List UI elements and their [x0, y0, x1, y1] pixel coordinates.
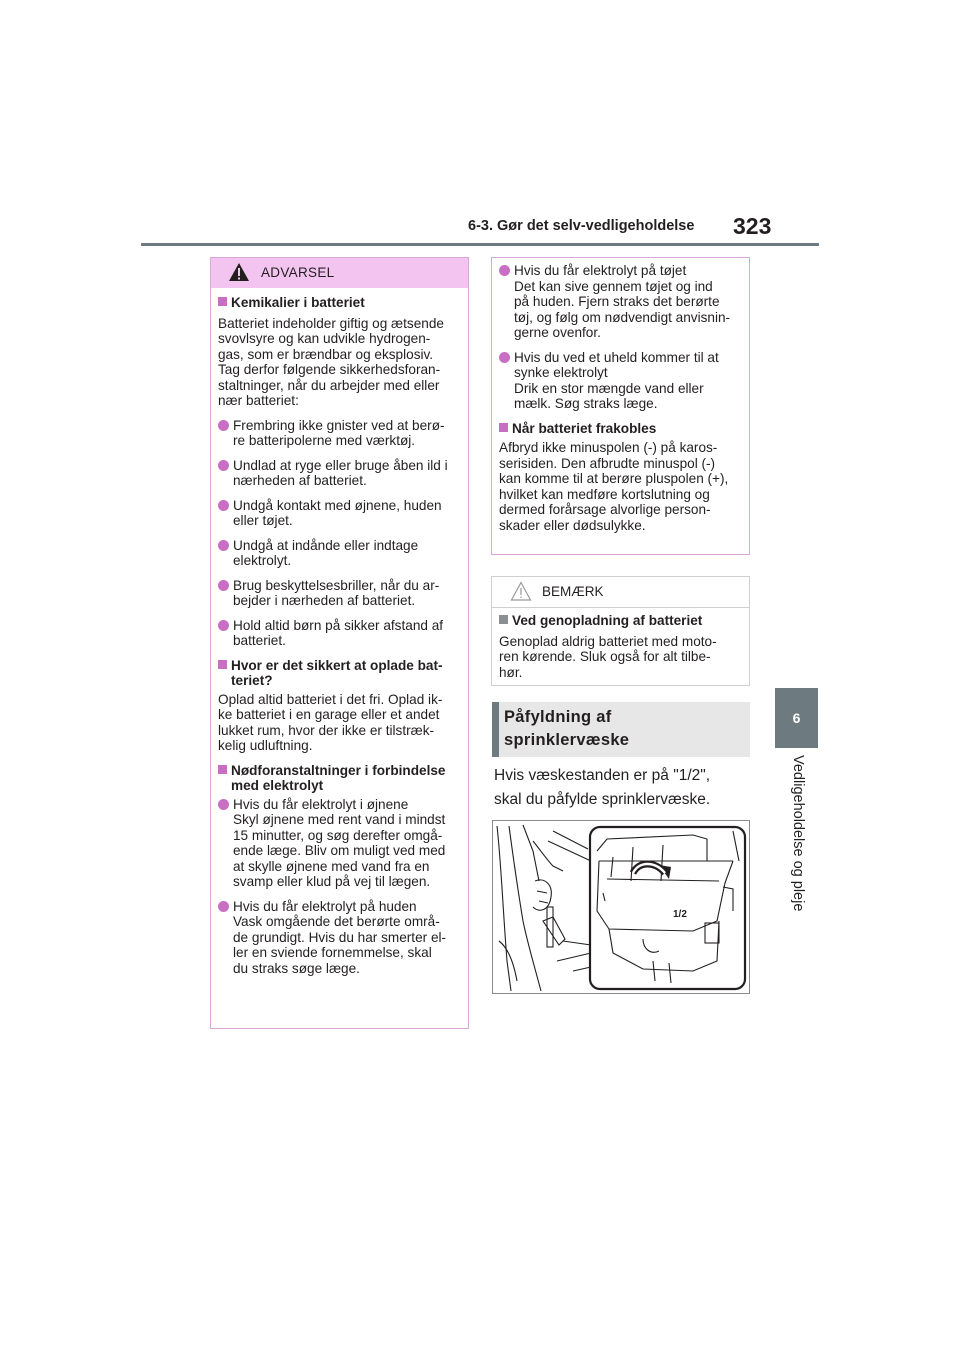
bullet-icon: [218, 540, 229, 551]
warning-box: [210, 257, 469, 1029]
list-item: Hvis du får elektrolyt på tøjet Det kan sive gennem tøjet og ind på huden. Fjern straks det berørte tøj, og følg om nødvendigt anvisnin- gerne ovenfor.: [499, 263, 743, 341]
note-box: [491, 576, 750, 686]
bullet-icon: [218, 420, 229, 431]
note-header: [492, 577, 749, 608]
bullet-icon: [218, 799, 229, 810]
warning-paragraph: Oplad altid batteriet i det fri. Oplad ik- ke batteriet i en garage eller et andet lukket rum, hvor der ikke er tilstræk- kelig udluftning.: [218, 691, 443, 753]
caution-icon: [510, 581, 532, 606]
square-bullet-icon: [218, 297, 227, 306]
square-bullet-icon: [218, 765, 227, 774]
list-item: Undgå kontakt med øjnene, huden eller tøjet.: [218, 498, 462, 529]
warning-icon: [228, 262, 250, 287]
square-bullet-icon: [499, 615, 508, 624]
warning-heading: Hvor er det sikkert at oplade bat- teriet?: [218, 658, 462, 689]
list-item: Undgå at indånde eller indtage elektrolyt.: [218, 538, 462, 569]
square-bullet-icon: [499, 423, 508, 432]
bullet-icon: [218, 620, 229, 631]
list-item: Hvis du får elektrolyt i øjnene Skyl øjnene med rent vand i mindst 15 minutter, og søg derefter omgå- ende læge. Bliv om muligt ved med at skylle øjnene med vand fra en svamp eller klud på vej til lægen.: [218, 797, 462, 890]
bullet-icon: [218, 460, 229, 471]
warning-heading: Når batteriet frakobles: [499, 421, 743, 437]
bullet-icon: [218, 500, 229, 511]
list-item: Hold altid børn på sikker afstand af batteriet.: [218, 618, 462, 649]
warning-label: ADVARSEL: [261, 265, 335, 280]
note-paragraph: Genoplad aldrig batteriet med moto- ren kørende. Sluk også for alt tilbe- hør.: [499, 633, 717, 680]
page-number: 323: [733, 213, 772, 239]
warning-paragraph: Batteriet indeholder giftig og ætsende svovlsyre og kan udvikle hydrogen- gas, som er brændbar og eksplosiv. Tag derfor følgende sikkerhedsforan- staltninger, når du arbejder med eller nær batteriet:: [218, 315, 444, 408]
warning-header: [211, 258, 468, 288]
list-item: Undlad at ryge eller bruge åben ild i nærheden af batteriet.: [218, 458, 462, 489]
washer-fluid-figure: [492, 820, 750, 994]
header-divider: [141, 243, 819, 246]
list-item: Hvis du får elektrolyt på huden Vask omgående det berørte områ- de grundigt. Hvis du har smerter el- ler en sviende fornemmelse, skal du straks søge læge.: [218, 899, 462, 977]
note-heading: Ved genopladning af batteriet: [499, 613, 743, 629]
bullet-icon: [499, 352, 510, 363]
section-body: Hvis væskestanden er på "1/2", skal du påfylde sprinklervæske.: [494, 767, 711, 808]
chapter-tab: 6: [775, 688, 818, 748]
warning-paragraph: Afbryd ikke minuspolen (-) på karos- serisiden. Den afbrudte minuspol (-) kan komme til at berøre pluspolen (+), hvilket kan medføre kortslutning og dermed forårsage alvorlige person- skader eller dødsulykke.: [499, 440, 729, 533]
warning-heading: Kemikalier i batteriet: [218, 295, 462, 311]
section-title: 6-3. Gør det selv-vedligeholdelse: [468, 218, 695, 234]
list-item: Brug beskyttelsesbriller, når du ar- bejder i nærheden af batteriet.: [218, 578, 462, 609]
chapter-title: Vedligeholdelse og pleje: [790, 755, 806, 912]
bullet-icon: [218, 580, 229, 591]
warning-box-continued: [491, 257, 750, 555]
engine-bay-illustration: [493, 821, 749, 993]
bullet-icon: [499, 265, 510, 276]
chapter-side-label: [786, 755, 808, 930]
level-mark: 1/2: [673, 909, 687, 920]
bullet-icon: [218, 901, 229, 912]
warning-heading: Nødforanstaltninger i forbindelse med elektrolyt: [218, 763, 462, 794]
square-bullet-icon: [218, 660, 227, 669]
section-heading: Påfyldning af sprinklervæske: [492, 702, 750, 757]
list-item: Frembring ikke gnister ved at berø- re batteripolerne med værktøj.: [218, 418, 462, 449]
note-label: BEMÆRK: [542, 584, 604, 599]
heading-accent-bar: [492, 702, 499, 757]
list-item: Hvis du ved et uheld kommer til at synke elektrolyt Drik en stor mængde vand eller mælk. Søg straks læge.: [499, 350, 743, 412]
